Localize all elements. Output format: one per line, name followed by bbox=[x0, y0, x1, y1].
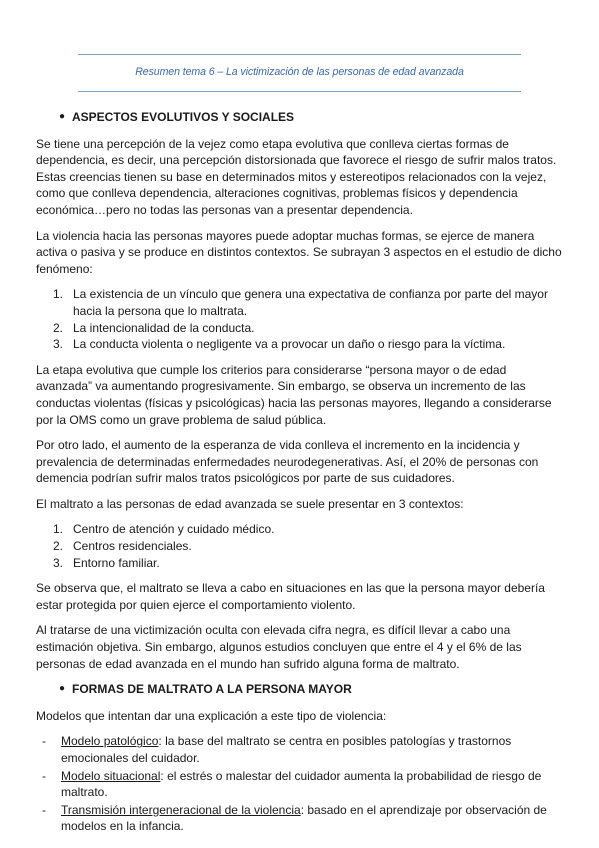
list-item bbox=[36, 768, 564, 801]
paragraph: La etapa evolutiva que cumple los criterios para considerarse “persona mayor o de edad avanzada” va aumentando progresivamente. Sin embargo, se observa un incremento de las conductas violentas (físicas y psicológicas) hacia las personas mayores, llegando a considerarse por la OMS como un grave problema de salud pública. bbox=[36, 362, 552, 427]
dash-icon: - bbox=[42, 768, 46, 783]
list-number: 2. bbox=[53, 539, 64, 554]
paragraph: El maltrato a las personas de edad avanzada se suele presentar en 3 contextos: bbox=[36, 496, 464, 511]
list-item bbox=[36, 336, 564, 353]
bullet-icon: ● bbox=[59, 683, 66, 695]
list-number: 3. bbox=[53, 337, 64, 352]
list-number: 1. bbox=[53, 287, 64, 302]
paragraph: Se tiene una percepción de la vejez como etapa evolutiva que conlleva ciertas formas de dependencia, es decir, una percepción distorsionada que favorece el riesgo de sufrir malos tratos. Estas creencias tienen su base en determinados mitos y estereotipos relacionados con la vejez, como que conlleva dependencia, alteraciones cognitivas, problemas físicos y dependencia económica…pero no todas las personas van a presentar dependencia. bbox=[36, 136, 557, 217]
list-item-text: Centro de atención y cuidado médico. bbox=[73, 522, 275, 537]
paragraph: Modelos que intentan dar una explicación a este tipo de violencia: bbox=[36, 708, 387, 723]
list-item bbox=[36, 802, 564, 835]
header-rule-bottom bbox=[78, 91, 521, 92]
header-rule-top bbox=[78, 54, 521, 55]
list-item bbox=[36, 733, 564, 766]
model-term: Modelo patológico bbox=[61, 734, 159, 749]
dash-icon: - bbox=[42, 734, 46, 749]
page-header-title: Resumen tema 6 – La victimización de las personas de edad avanzada bbox=[135, 66, 464, 78]
dash-icon: - bbox=[42, 802, 46, 817]
model-description: : el estrés o malestar del cuidador aumenta la probabilidad de riesgo de maltrato. bbox=[61, 768, 542, 800]
bullet-icon: ● bbox=[59, 111, 66, 122]
section-heading bbox=[36, 681, 564, 698]
list-item-text: Centros residenciales. bbox=[73, 539, 192, 554]
paragraph: Se observa que, el maltrato se lleva a cabo en situaciones en las que la persona mayor debería estar protegida por quien ejerce el comportamiento violento. bbox=[36, 581, 545, 612]
list-number: 3. bbox=[53, 555, 64, 570]
document-body bbox=[36, 109, 564, 836]
list-item bbox=[36, 320, 564, 337]
list-item-text: La intencionalidad de la conducta. bbox=[73, 320, 255, 335]
dash-list bbox=[36, 733, 564, 835]
list-item bbox=[36, 521, 564, 538]
list-item bbox=[36, 286, 564, 319]
list-number: 1. bbox=[53, 522, 64, 537]
model-term: Transmisión intergeneracional de la violencia bbox=[61, 802, 301, 817]
list-item bbox=[36, 555, 564, 572]
numbered-list bbox=[36, 286, 564, 352]
numbered-list bbox=[36, 521, 564, 571]
paragraph: Al tratarse de una victimización oculta con elevada cifra negra, es difícil llevar a cabo una estimación objetiva. Sin embargo, algunos estudios concluyen que entre el 4 y el 6% de las personas de edad avanzada en el mundo han sufrido alguna forma de maltrato. bbox=[36, 623, 522, 671]
paragraph: La violencia hacia las personas mayores puede adoptar muchas formas, se ejerce de manera activa o pasiva y se produce en distintos contextos. Se subrayan 3 aspectos en el estudio de dicho fenómeno: bbox=[36, 228, 562, 276]
list-item-text: La existencia de un vínculo que genera una expectativa de confianza por parte del mayor hacia la persona que lo maltrata. bbox=[73, 287, 548, 318]
list-item bbox=[36, 538, 564, 555]
section-heading bbox=[36, 109, 564, 126]
paragraph: Por otro lado, el aumento de la esperanza de vida conlleva el incremento en la incidencia y prevalencia de determinadas enfermedades neurodegenerativas. Así, el 20% de personas con demencia podrían sufrir malos tratos psicológicos por parte de sus cuidadores. bbox=[36, 438, 539, 486]
list-number: 2. bbox=[53, 320, 64, 335]
model-description: : la base del maltrato se centra en posibles patologías y trastornos emocionales del cuidador. bbox=[61, 734, 512, 765]
model-description: : basado en el aprendizaje por observación de modelos en la infancia. bbox=[61, 802, 547, 834]
list-item-text: Entorno familiar. bbox=[73, 555, 160, 570]
list-item-text: La conducta violenta o negligente va a provocar un daño o riesgo para la víctima. bbox=[73, 337, 506, 352]
model-term: Modelo situacional bbox=[61, 768, 161, 783]
section-heading-text: ASPECTOS EVOLUTIVOS Y SOCIALES bbox=[72, 110, 295, 124]
section-heading-text: FORMAS DE MALTRATO A LA PERSONA MAYOR bbox=[72, 682, 352, 697]
